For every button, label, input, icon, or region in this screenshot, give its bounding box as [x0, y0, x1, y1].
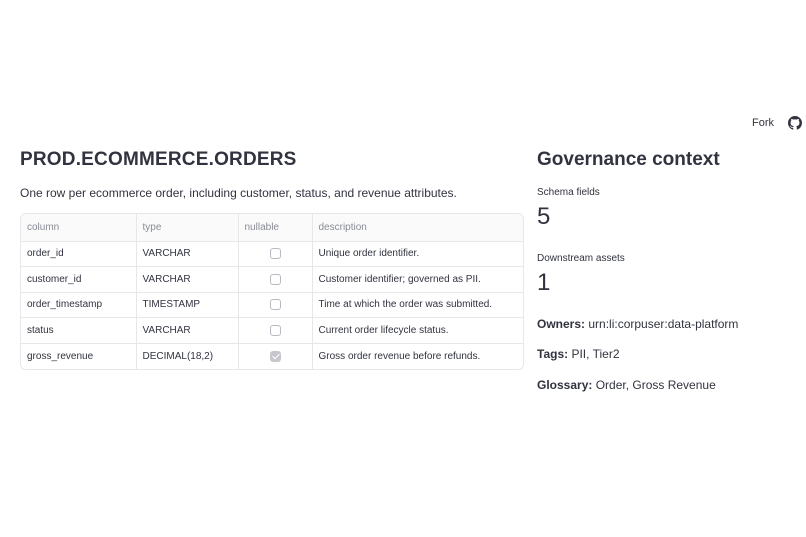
cell-nullable[interactable] [238, 267, 312, 293]
cell-nullable[interactable] [238, 318, 312, 344]
glossary-value: Order, Gross Revenue [595, 378, 716, 392]
table-row [21, 292, 524, 318]
cell-type[interactable]: DECIMAL(18,2) [136, 343, 238, 369]
cell-description[interactable]: Unique order identifier. [312, 241, 524, 267]
cell-description[interactable]: Customer identifier; governed as PII. [312, 267, 524, 293]
cell-column[interactable]: order_timestamp [21, 292, 136, 318]
page-title: PROD.ECOMMERCE.ORDERS [20, 149, 297, 170]
column-header-type[interactable]: type [136, 214, 238, 241]
nullable-checkbox [270, 299, 281, 310]
top-bar [752, 116, 802, 130]
cell-description[interactable]: Current order lifecycle status. [312, 318, 524, 344]
nullable-checkbox [270, 351, 281, 362]
governance-title: Governance context [537, 149, 720, 170]
cell-column[interactable]: order_id [21, 241, 136, 267]
metric-label-downstream-assets: Downstream assets [537, 253, 625, 264]
fork-button[interactable]: Fork [752, 117, 774, 129]
owners-label: Owners: [537, 317, 586, 331]
cell-column[interactable]: gross_revenue [21, 343, 136, 369]
column-header-nullable[interactable]: nullable [238, 214, 312, 241]
cell-type[interactable]: VARCHAR [136, 267, 238, 293]
cell-type[interactable]: VARCHAR [136, 241, 238, 267]
cell-type[interactable]: TIMESTAMP [136, 292, 238, 318]
metric-label-schema-fields: Schema fields [537, 187, 600, 198]
table-header-row [21, 214, 524, 241]
page-description: One row per ecommerce order, including customer, status, and revenue attributes. [20, 186, 457, 200]
glossary-line [537, 377, 797, 393]
metric-value-schema-fields: 5 [537, 203, 551, 230]
table-row [21, 267, 524, 293]
column-header-column[interactable]: column [21, 214, 136, 241]
tags-line [537, 346, 797, 362]
cell-nullable[interactable] [238, 292, 312, 318]
nullable-checkbox [270, 248, 281, 259]
nullable-checkbox [270, 274, 281, 285]
owners-value: urn:li:corpuser:data-platform [588, 317, 739, 331]
owners-line [537, 316, 797, 332]
main-panel [20, 146, 524, 370]
cell-description[interactable]: Time at which the order was submitted. [312, 292, 524, 318]
cell-nullable[interactable] [238, 241, 312, 267]
cell-description[interactable]: Gross order revenue before refunds. [318, 350, 481, 362]
schema-table [20, 213, 524, 370]
nullable-checkbox [270, 325, 281, 336]
table-row [21, 318, 524, 344]
cell-column[interactable]: customer_id [21, 267, 136, 293]
cell-type[interactable]: VARCHAR [136, 318, 238, 344]
table-row [21, 343, 524, 369]
github-icon[interactable] [788, 116, 802, 130]
metric-value-downstream-assets: 1 [537, 269, 551, 296]
cell-column[interactable]: status [21, 318, 136, 344]
column-header-description[interactable]: description [312, 214, 524, 241]
cell-nullable[interactable] [238, 343, 312, 369]
tags-label: Tags: [537, 347, 569, 361]
table-row [21, 241, 524, 267]
glossary-label: Glossary: [537, 378, 593, 392]
tags-value: PII, Tier2 [571, 347, 620, 361]
governance-panel [537, 146, 797, 393]
